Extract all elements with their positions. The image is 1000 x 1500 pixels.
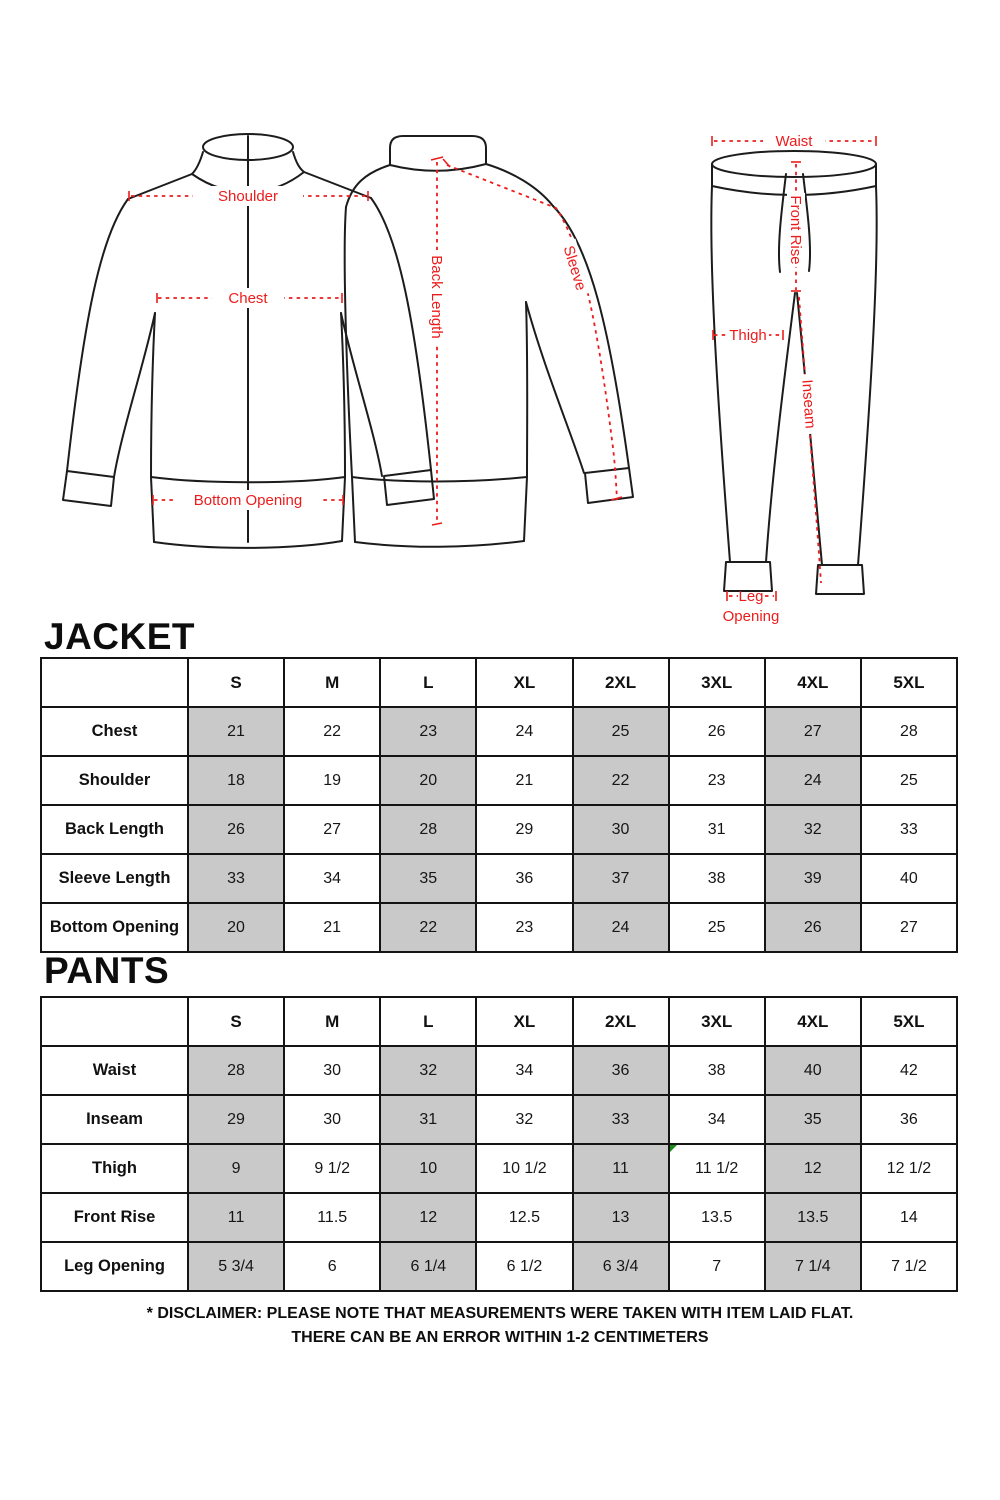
value-cell: 28 (380, 805, 476, 854)
table-row (41, 1046, 957, 1095)
value-cell: 12 1/2 (861, 1144, 957, 1193)
value-cell: 22 (573, 756, 669, 805)
value-cell: 30 (284, 1046, 380, 1095)
value-cell: 38 (669, 854, 765, 903)
size-header: XL (476, 658, 572, 707)
size-header: L (380, 997, 476, 1046)
value-cell: 32 (476, 1095, 572, 1144)
row-label: Thigh (41, 1144, 188, 1193)
cell-corner-marker (670, 1145, 677, 1152)
size-header: 3XL (669, 997, 765, 1046)
size-header: 5XL (861, 997, 957, 1046)
value-cell: 24 (573, 903, 669, 952)
value-cell: 11 (573, 1144, 669, 1193)
value-cell: 30 (284, 1095, 380, 1144)
table-row (41, 707, 957, 756)
front-rise-label: Front Rise (787, 195, 804, 265)
table-row (41, 805, 957, 854)
row-label: Inseam (41, 1095, 188, 1144)
size-header: XL (476, 997, 572, 1046)
value-cell: 21 (284, 903, 380, 952)
value-cell: 23 (380, 707, 476, 756)
leg-opening-label-line2: Opening (722, 608, 780, 625)
value-cell: 35 (380, 854, 476, 903)
value-cell: 29 (188, 1095, 284, 1144)
value-cell: 37 (573, 854, 669, 903)
inseam-label: Inseam (798, 378, 819, 430)
size-header: S (188, 658, 284, 707)
leg-opening-label-line1: Leg (738, 588, 764, 605)
value-cell: 11.5 (284, 1193, 380, 1242)
value-cell: 33 (573, 1095, 669, 1144)
value-cell: 11 (188, 1193, 284, 1242)
value-cell: 13 (573, 1193, 669, 1242)
size-header: 2XL (573, 997, 669, 1046)
size-header: M (284, 658, 380, 707)
value-cell: 20 (380, 756, 476, 805)
value-cell: 24 (476, 707, 572, 756)
size-header: L (380, 658, 476, 707)
pants-size-table-wrap (40, 996, 958, 1292)
jacket-size-table (40, 657, 958, 953)
jacket-back-diagram (345, 136, 633, 547)
value-cell: 21 (476, 756, 572, 805)
table-row (41, 903, 957, 952)
value-cell: 9 1/2 (284, 1144, 380, 1193)
measurement-annotations (129, 131, 876, 625)
value-cell: 28 (861, 707, 957, 756)
waist-label: Waist (775, 133, 813, 150)
value-cell: 25 (861, 756, 957, 805)
value-cell: 25 (669, 903, 765, 952)
value-cell: 34 (476, 1046, 572, 1095)
value-cell: 6 1/2 (476, 1242, 572, 1291)
jacket-size-table-wrap (40, 657, 958, 953)
table-row (41, 1193, 957, 1242)
value-cell: 27 (765, 707, 861, 756)
bottom-opening-label: Bottom Opening (193, 492, 303, 509)
value-cell: 31 (669, 805, 765, 854)
value-cell: 24 (765, 756, 861, 805)
value-cell: 12 (765, 1144, 861, 1193)
value-cell: 36 (861, 1095, 957, 1144)
value-cell: 5 3/4 (188, 1242, 284, 1291)
value-cell: 32 (765, 805, 861, 854)
value-cell: 7 1/4 (765, 1242, 861, 1291)
pants-section-title: PANTS (44, 950, 170, 991)
value-cell: 13.5 (765, 1193, 861, 1242)
table-row (41, 854, 957, 903)
pants-size-table (40, 996, 958, 1292)
value-cell: 14 (861, 1193, 957, 1242)
shoulder-label: Shoulder (217, 188, 279, 205)
value-cell: 10 (380, 1144, 476, 1193)
value-cell: 36 (476, 854, 572, 903)
row-label: Bottom Opening (41, 903, 188, 952)
value-cell: 11 1/2 (669, 1144, 765, 1193)
header-row (41, 997, 957, 1046)
table-row (41, 756, 957, 805)
value-cell: 6 3/4 (573, 1242, 669, 1291)
thigh-label: Thigh (729, 327, 767, 344)
value-cell: 30 (573, 805, 669, 854)
value-cell: 10 1/2 (476, 1144, 572, 1193)
row-label: Back Length (41, 805, 188, 854)
value-cell: 25 (573, 707, 669, 756)
corner-cell (41, 997, 188, 1046)
row-label: Shoulder (41, 756, 188, 805)
value-cell: 40 (861, 854, 957, 903)
value-cell: 23 (476, 903, 572, 952)
value-cell: 33 (188, 854, 284, 903)
size-header: 4XL (765, 658, 861, 707)
value-cell: 22 (284, 707, 380, 756)
value-cell: 27 (861, 903, 957, 952)
table-row (41, 1242, 957, 1291)
size-header: S (188, 997, 284, 1046)
value-cell: 22 (380, 903, 476, 952)
value-cell: 7 (669, 1242, 765, 1291)
value-cell: 9 (188, 1144, 284, 1193)
value-cell: 36 (573, 1046, 669, 1095)
value-cell: 27 (284, 805, 380, 854)
size-header: 2XL (573, 658, 669, 707)
size-header: 3XL (669, 658, 765, 707)
corner-cell (41, 658, 188, 707)
disclaimer-line1: * DISCLAIMER: PLEASE NOTE THAT MEASUREMENTS WERE TAKEN WITH ITEM LAID FLAT. (146, 1305, 854, 1322)
back-length-label: Back Length (428, 255, 445, 339)
row-label: Sleeve Length (41, 854, 188, 903)
value-cell: 33 (861, 805, 957, 854)
value-cell: 12 (380, 1193, 476, 1242)
value-cell: 26 (188, 805, 284, 854)
value-cell: 40 (765, 1046, 861, 1095)
value-cell: 34 (669, 1095, 765, 1144)
value-cell: 34 (284, 854, 380, 903)
row-label: Chest (41, 707, 188, 756)
value-cell: 20 (188, 903, 284, 952)
header-row (41, 658, 957, 707)
size-header: 5XL (861, 658, 957, 707)
table-row (41, 1144, 957, 1193)
value-cell: 7 1/2 (861, 1242, 957, 1291)
value-cell: 32 (380, 1046, 476, 1095)
sleeve-label: Sleeve (559, 243, 590, 293)
table-row (41, 1095, 957, 1144)
value-cell: 39 (765, 854, 861, 903)
value-cell: 6 1/4 (380, 1242, 476, 1291)
value-cell: 28 (188, 1046, 284, 1095)
value-cell: 26 (765, 903, 861, 952)
value-cell: 38 (669, 1046, 765, 1095)
garment-diagram (0, 0, 1000, 632)
value-cell: 35 (765, 1095, 861, 1144)
chest-label: Chest (228, 290, 268, 307)
size-header: M (284, 997, 380, 1046)
value-cell: 18 (188, 756, 284, 805)
row-label: Leg Opening (41, 1242, 188, 1291)
value-cell: 12.5 (476, 1193, 572, 1242)
disclaimer-line2: THERE CAN BE AN ERROR WITHIN 1-2 CENTIMETERS (291, 1329, 709, 1346)
value-cell: 21 (188, 707, 284, 756)
value-cell: 26 (669, 707, 765, 756)
value-cell: 13.5 (669, 1193, 765, 1242)
value-cell: 23 (669, 756, 765, 805)
value-cell: 29 (476, 805, 572, 854)
value-cell: 31 (380, 1095, 476, 1144)
value-cell: 42 (861, 1046, 957, 1095)
row-label: Front Rise (41, 1193, 188, 1242)
value-cell: 6 (284, 1242, 380, 1291)
jacket-section-title: JACKET (44, 616, 196, 657)
disclaimer (0, 1302, 1000, 1350)
value-cell: 19 (284, 756, 380, 805)
row-label: Waist (41, 1046, 188, 1095)
size-header: 4XL (765, 997, 861, 1046)
